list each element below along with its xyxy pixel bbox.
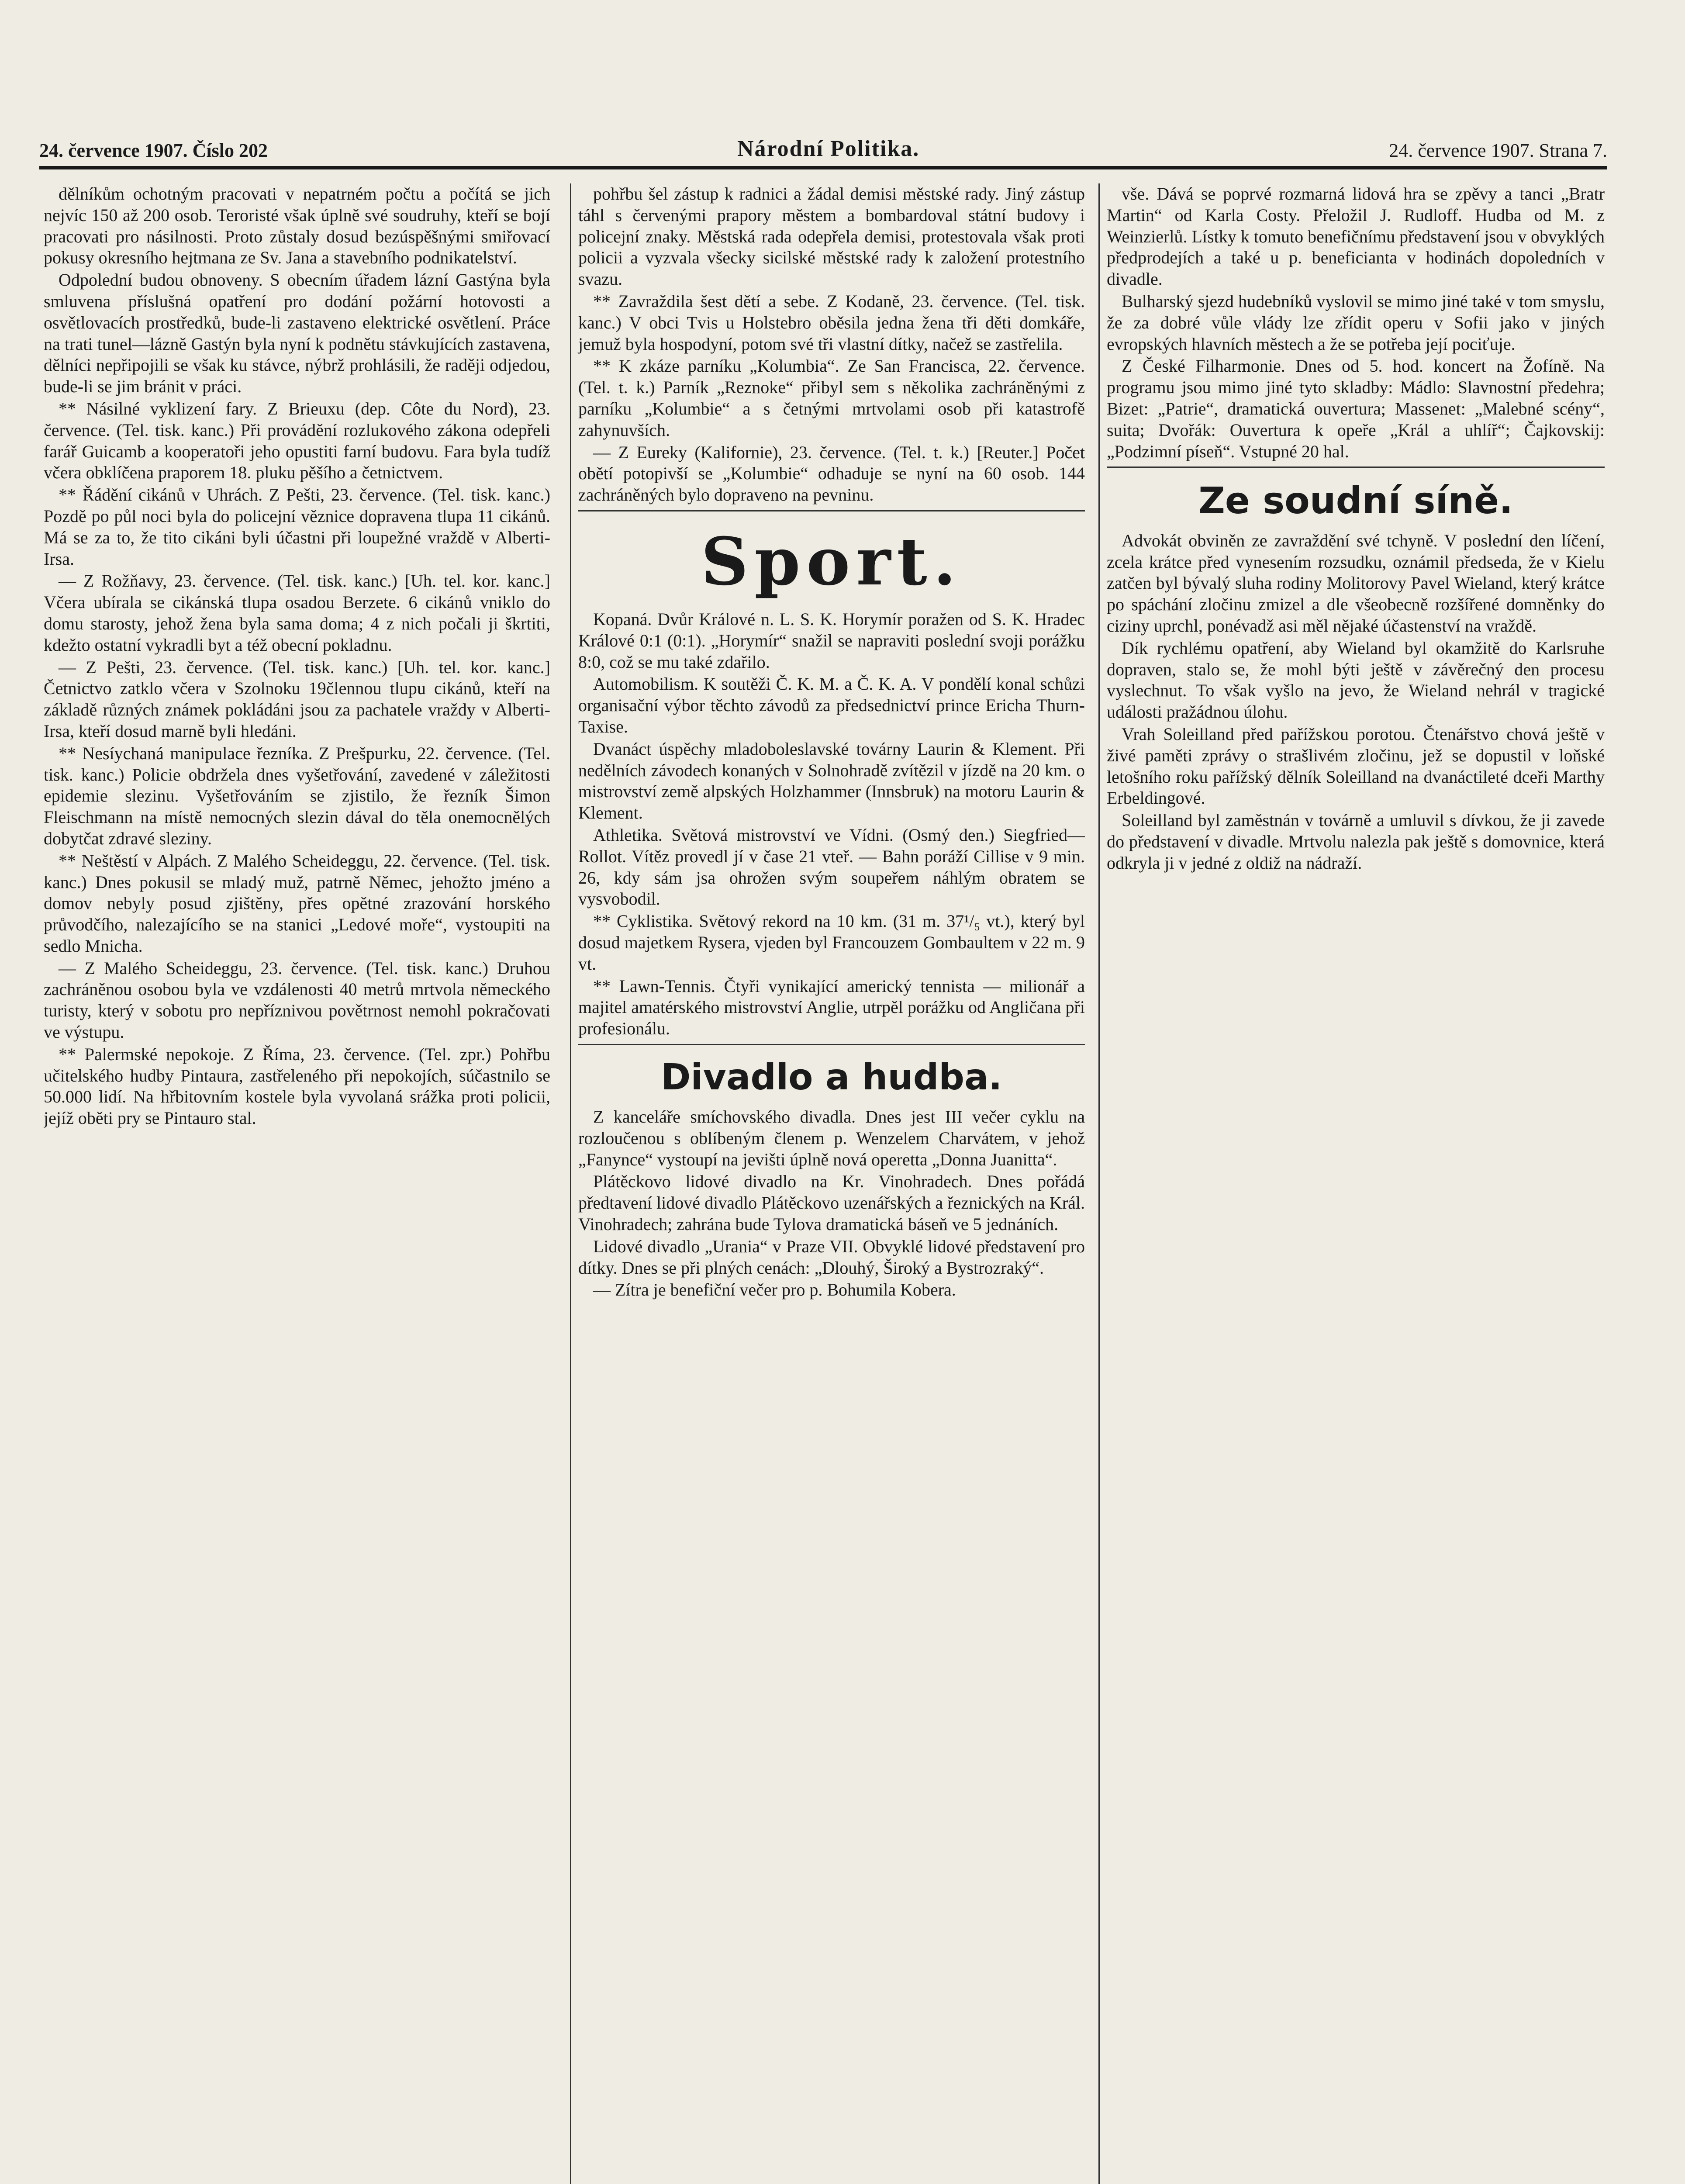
article-paragraph: ** Zavraždila šest dětí a sebe. Z Kodaně, 23. července. (Tel. tisk. kanc.) V obci Tvis u Holstebro oběsila jedna žena tři děti domkáře, jemuž byla hospodyní, potom své tři vlastní dítky, načež se zastřelila.	[578, 291, 1085, 354]
court-paragraph: Dík rychlému opatření, aby Wieland byl okamžitě do Karlsruhe dopraven, stalo se, že mohl býti ještě v závěrečný den procesu vyslechnut. To však vyšlo na jevo, že Wieland nehrál v tragické události pražádnou úlohu.	[1107, 638, 1605, 722]
article-paragraph: — Z Eureky (Kalifornie), 23. července. (Tel. t. k.) [Reuter.] Počet obětí potopivší se „Kolumbie“ odhaduje se nyní na 60 osob. 144 zachráněných bylo dopraveno na pevninu.	[578, 442, 1085, 505]
article-paragraph: ** Neštěstí v Alpách. Z Malého Scheideggu, 22. července. (Tel. tisk. kanc.) Dnes pokusil se mladý muž, patrně Němec, jehožto jméno a domov nebyly posud zjištěny, přes opětné zrazování horského průvodčího, nalezajícího se na stanici „Ledové moře“, vystoupiti na sedlo Mnicha.	[44, 850, 550, 956]
court-heading: Ze soudní síně.	[1198, 479, 1513, 522]
sport-paragraph: Automobilism. K soutěži Č. K. M. a Č. K. A. V pondělí konal schůzi organisační výbor těchto závodů za předsednictví prince Ericha Thurn-Taxise.	[578, 674, 1085, 736]
theatre-heading: Divadlo a hudba.	[661, 1056, 1002, 1098]
article-paragraph: ** Nesíychaná manipulace řezníka. Z Prešpurku, 22. července. (Tel. tisk. kanc.) Policie obdržela dnes vyšetřování, zavedené v záležitosti epidemie slezinu. Vyšetřováním se zjistilo, že řezník Šimon Fleischmann na místě nemocných slezin dával do těla onemocnělých dobytčat zdravé sleziny.	[44, 743, 550, 848]
column-1	[44, 183, 550, 2184]
masthead	[39, 131, 1607, 169]
article-paragraph: dělníkům ochotným pracovati v nepatrném počtu a počítá se jich nejvíc 150 až 200 osob. Teroristé však úplně své soudruhy, kteří se bojí pracovati pro násilnosti. Proto zůstaly dosud bezúspěšnými smiřovací pokusy okresního hejtmana ze Sv. Jana a stavebního podnikatelství.	[44, 184, 550, 268]
theatre-paragraph: Lidové divadlo „Urania“ v Praze VII. Obvyklé lidové představení pro dítky. Dnes se při plných cenách: „Dlouhý, Široký a Bystrozraký“.	[578, 1236, 1085, 1278]
article-paragraph: ** K zkáze parníku „Kolumbia“. Ze San Francisca, 22. července. (Tel. t. k.) Parník „Reznoke“ přibyl sem s několika zachráněnými z parníku „Kolumbie“ a s četnými mrtvolami osob při katastrofě zahynuvších.	[578, 356, 1085, 440]
section-divider	[578, 510, 1085, 511]
article-paragraph: ** Palermské nepokoje. Z Říma, 23. července. (Tel. zpr.) Pohřbu učitelského hudby Pintaura, zastřeleného při nepokojích, súčastnilo se 50.000 lidí. Na hřbitovním kostele byla vyvolaná srážka proti policii, jejíž oběti pry se Pintauro stal.	[44, 1044, 550, 1128]
column-2	[570, 183, 1085, 2184]
article-paragraph: — Z Pešti, 23. července. (Tel. tisk. kanc.) [Uh. tel. kor. kanc.] Četnictvo zatklo včera v Szolnoku 19člennou tlupu cikánů, kteří na základě různých známek pokládáni jsou za pachatele vraždy v Alberti-Irsa, kteří dosud marně byli hledáni.	[44, 657, 550, 741]
theatre-paragraph: Plátěckovo lidové divadlo na Kr. Vinohradech. Dnes pořádá předtavení lidové divadlo Plátěckovo uzenářských a řeznických na Král. Vinohradech; zahrána bude Tylova dramatická báseň ve 5 jednáních.	[578, 1171, 1085, 1234]
sport-paragraph: Athletika. Světová mistrovství ve Vídni. (Osmý den.) Siegfried—Rollot. Vítěz provedl jí v čase 21 vteř. — Bahn poráží Cillise v 9 min. 26, kdy sám jsa ohrožen svým soupeřem náhlým obratem se vysvobodil.	[578, 825, 1085, 909]
section-divider	[578, 1044, 1085, 1045]
theatre-paragraph: — Zítra je benefiční večer pro p. Bohumila Kobera.	[593, 1280, 956, 1300]
section-divider	[1107, 467, 1605, 468]
theatre-paragraph: Z kanceláře smíchovského divadla. Dnes jest III večer cyklu na rozloučenou s oblíbeným členem p. Wenzelem Charvátem, v jehož „Fanynce“ vystoupí na jevišti úplně nová operetta „Donna Juanitta“.	[578, 1106, 1085, 1169]
article-paragraph: ** Řádění cikánů v Uhrách. Z Pešti, 23. července. (Tel. tisk. kanc.) Pozdě po půl noci byla do policejní věznice dopravena tlupa 11 cikánů. Má se za to, že tito cikáni byli účastni při loupežné vraždě v Alberti-Irsa.	[44, 485, 550, 569]
sport-paragraph: Kopaná. Dvůr Králové n. L. S. K. Horymír poražen od S. K. Hradec Králové 0:1 (0:1). „Horymír“ snažil se napraviti poslední svoji porážku 8:0, což se mu také zdařilo.	[578, 609, 1085, 672]
column-3	[1098, 183, 1605, 2184]
court-paragraph: Soleilland byl zaměstnán v továrně a umluvil s dívkou, že ji zavede do představení v divadle. Mrtvolu nalezla pak ještě s domovnice, která odkryla ji v jedné z oldiž na nádraží.	[1107, 810, 1605, 873]
article-paragraph: pohřbu šel zástup k radnici a žádal demisi městské rady. Jiný zástup táhl s červenými prapory městem a bombardoval státní budovy i policejní znaky. Městská rada odepřela demisi, protestovala však proti policii a vyzvala všecky sicilské městské rady k založení protestního svazu.	[578, 184, 1085, 289]
sport-paragraph: ** Lawn-Tennis. Čtyři vynikající americký tennista — milionář a majitel amatérského mistrovství Anglie, utrpěl porážku od Angličana při profesionálu.	[578, 976, 1085, 1039]
article-paragraph: vše. Dává se poprvé rozmarná lidová hra se zpěvy a tanci „Bratr Martin“ od Karla Costy. Přeložil J. Rudloff. Hudba od M. z Weinzierlů. Lístky k tomuto benefičnímu představení jsou v obvyklých předprodejích a také u p. beneficianta v hodinách dopoledních v divadle.	[1107, 184, 1605, 289]
court-paragraph: Advokát obviněn ze zavraždění své tchyně. V poslední den líčení, zcela krátce před vynesením rozsudku, oznámil předseda, že v Kielu zatčen byl bývalý sluha rodiny Molitorovy Pavel Wieland, který krátce po spáchání zločinu zmizel a dle všeobecně rozšířené domněnky do ciziny uprchl, ponévadž asi měl nějaké účastenství na vraždě.	[1107, 530, 1605, 636]
article-paragraph: Z České Filharmonie. Dnes od 5. hod. koncert na Žofíně. Na programu jsou mimo jiné tyto skladby: Mádlo: Slavnostní předehra; Bizet: „Patrie“, dramatická ouvertura; Massenet: „Malebné scény“, suita; Dvořák: Ouvertura k opeře „Král a uhlíř“; Čajkovskij: „Podzimní píseň“. Vstupné 20 hal.	[1107, 356, 1605, 461]
issue-date-left: 24. července 1907. Číslo 202	[39, 140, 268, 161]
sport-paragraph: Dvanáct úspěchy mladoboleslavské továrny Laurin & Klement. Při nedělních závodech konaných v Solnohradě zvítězil v jízdě na 20 km. o mistrovství země alpských Holzhammer (Innsbruk) na motoru Laurin & Klement.	[578, 739, 1085, 823]
issue-date-right: 24. července 1907. Strana 7.	[1389, 140, 1607, 161]
article-paragraph: Odpolední budou obnoveny. S obecním úřadem lázní Gastýna byla smluvena příslušná opatření pro dodání požární hotovosti a osvětlovacích prostředků, bude-li zastaveno elektrické osvětlení. Práce na trati tunel—lázně Gastýn byla nyní k podnětu stávkujících zastavena, dělníci nepřipojili se však ku stávce, nýbrž prohlásili, že raději odjedou, bude-li se jim bránit v práci.	[44, 270, 550, 397]
article-paragraph: — Z Malého Scheideggu, 23. července. (Tel. tisk. kanc.) Druhou zachráněnou osobou byla ve vzdálenosti 40 metrů mrtvola německého turisty, který v sobotu pro nepříznivou povětrnost nemohl pokračovati ve výstupu.	[44, 958, 550, 1042]
sport-heading: Sport.	[701, 523, 962, 600]
article-paragraph: ** Násilné vyklizení fary. Z Brieuxu (dep. Côte du Nord), 23. července. (Tel. tisk. kanc.) Při provádění rozlukového zákona odepřeli farář Guicamb a kooperatoři jeho opustiti farní budovu. Fara byla tudíž včera obklíčena praporem 18. pluku pěšího a četnictvem.	[44, 398, 550, 483]
court-paragraph: Vrah Soleilland před pařížskou porotou. Čtenářstvo chová ještě v živé paměti zprávy o strašlivém zločinu, jež se dopustil v loňské letošního roku pařížský dělník Soleilland na dvanáctileté dceři Marthy Erbeldingové.	[1107, 724, 1605, 808]
article-paragraph: Bulharský sjezd hudebníků vyslovil se mimo jiné také v tom smyslu, že za dobré vůle vlády lze zřídit operu v Sofii jako v jiných evropských hlavních městech a že se potřeba její pociťuje.	[1107, 291, 1605, 354]
newspaper-title: Národní Politika.	[737, 136, 920, 161]
sport-paragraph: ** Cyklistika. Světový rekord na 10 km. (31 m. 37¹/₅ vt.), který byl dosud majetkem Rysera, vjeden byl Francouzem Gombaultem v 22 m. 9 vt.	[578, 911, 1085, 974]
article-paragraph: — Z Rožňavy, 23. července. (Tel. tisk. kanc.) [Uh. tel. kor. kanc.] Včera ubírala se cikánská tlupa osadou Berzete. 6 cikánů vniklo do domu starosty, jehož žena byla sama doma; 4 z nich počali ji škrtiti, kdežto ostatní vykradli byt a též obecní pokladnu.	[44, 571, 550, 655]
